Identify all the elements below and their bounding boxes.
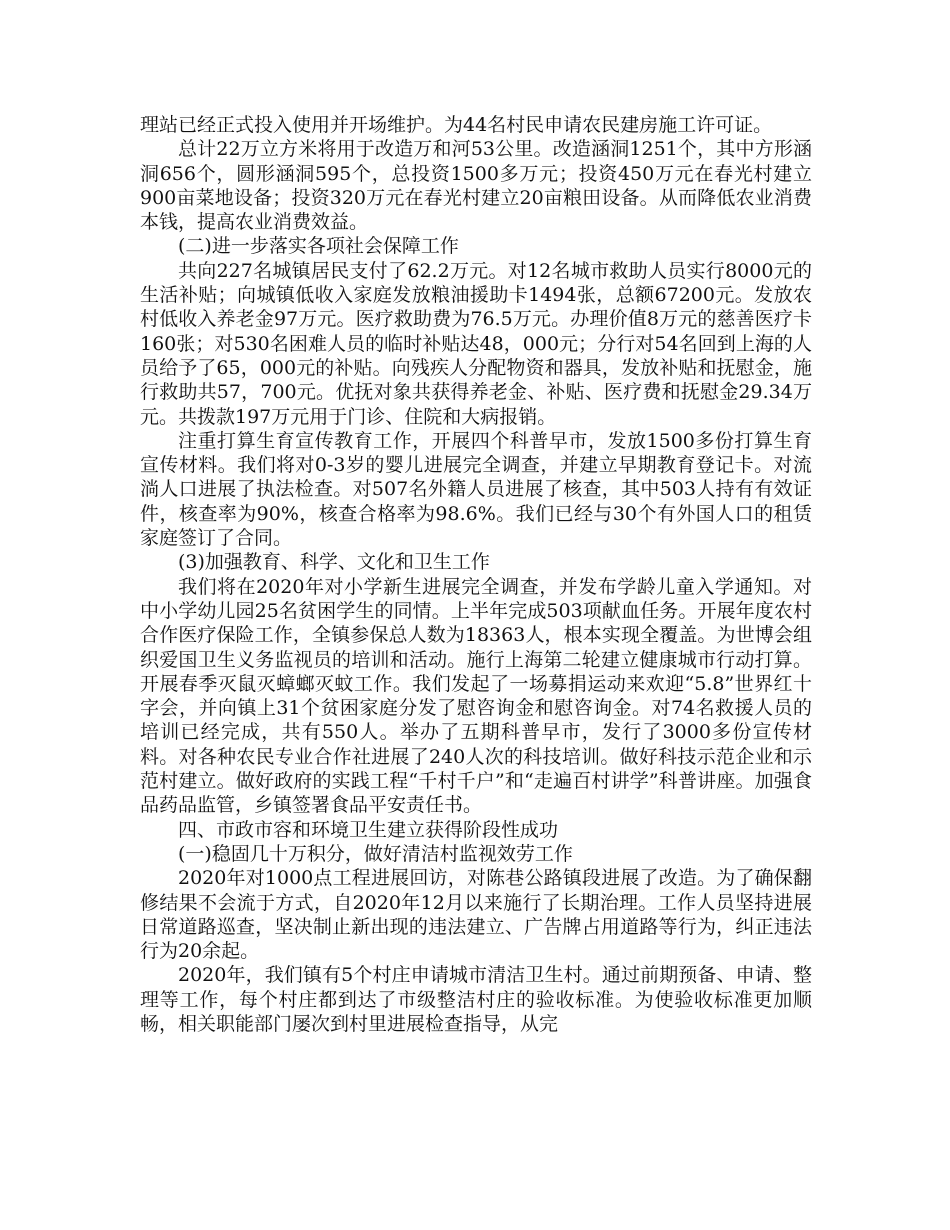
section-heading: 四、市政市容和环境卫生建立获得阶段性成功 <box>178 818 559 841</box>
paragraph: 2020年，我们镇有5个村庄申请城市清洁卫生村。通过前期预备、申请、整理等工作，每个村庄都到达了市级整洁村庄的验收标准。为使验收标准更加顺畅，相关职能部门屡次到村里进展检查指导，从完 <box>140 964 812 1035</box>
section-heading: (一)稳固几十万积分，做好清洁村监视效劳工作 <box>178 842 573 865</box>
document-body <box>140 113 812 1036</box>
paragraph: 2020年对1000点工程进展回访，对陈巷公路镇段进展了改造。为了确保翻修结果不会流于方式，自2020年12月以来施行了长期治理。工作人员坚持进展日常道路巡查，坚决制止新出现的违法建立、广告牌占用道路等行为，纠正违法行为20余起。 <box>140 867 812 963</box>
paragraph: 共向227名城镇居民支付了62.2万元。对12名城市救助人员实行8000元的生活补贴；向城镇低收入家庭发放粮油援助卡1494张，总额67200元。发放农村低收入养老金97万元。医疗救助费为76.5万元。办理价值8万元的慈善医疗卡160张；对530名困难人员的临时补贴达48，000元；分行对54名回到上海的人员给予了65，000元的补贴。向残疾人分配物资和器具，发放补贴和抚慰金，施行救助共57，700元。优抚对象共获得养老金、补贴、医疗费和抚慰金29.34万元。共拨款197万元用于门诊、住院和大病报销。 <box>140 259 812 428</box>
paragraph: 注重打算生育宣传教育工作，开展四个科普早市，发放1500多份打算生育宣传材料。我们将对0-3岁的婴儿进展完全调查，并建立早期教育登记卡。对流淌人口进展了执法检查。对507名外籍人员进展了核查，其中503人持有有效证件，核查率为90%，核查合格率为98.6%。我们已经与30个有外国人口的租赁家庭签订了合同。 <box>140 429 812 550</box>
section-heading: (3)加强教育、科学、文化和卫生工作 <box>178 551 490 574</box>
paragraph: 理站已经正式投入使用并开场维护。为44名村民申请农民建房施工许可证。 <box>140 114 773 136</box>
paragraph: 我们将在2020年对小学新生进展完全调查，并发布学龄儿童入学通知。对中小学幼儿园25名贫困学生的同情。上半年完成503项献血任务。开展年度农村合作医疗保险工作，全镇参保总人数为18363人，根本实现全覆盖。为世博会组织爱国卫生义务监视员的培训和活动。施行上海第二轮建立健康城市行动打算。开展春季灭鼠灭蟑螂灭蚊工作。我们发起了一场募捐运动来欢迎“5.8”世界红十字会，并向镇上31个贫困家庭分发了慰咨询金和慰咨询金。对74名救援人员的培训已经完成，共有550人。举办了五期科普早市，发行了3000多份宣传材料。对各种农民专业合作社进展了240人次的科技培训。做好科技示范企业和示范村建立。做好政府的实践工程“千村千户”和“走遍百村讲学”科普讲座。加强食品药品监管，乡镇签署食品平安责任书。 <box>140 575 812 817</box>
paragraph: 总计22万立方米将用于改造万和河53公里。改造涵洞1251个，其中方形涵洞656个，圆形涵洞595个，总投资1500多万元；投资450万元在春光村建立900亩菜地设备；投资320万元在春光村建立20亩粮田设备。从而降低农业消费本钱，提高农业消费效益。 <box>140 138 812 234</box>
section-heading: (二)进一步落实各项社会保障工作 <box>178 235 459 258</box>
